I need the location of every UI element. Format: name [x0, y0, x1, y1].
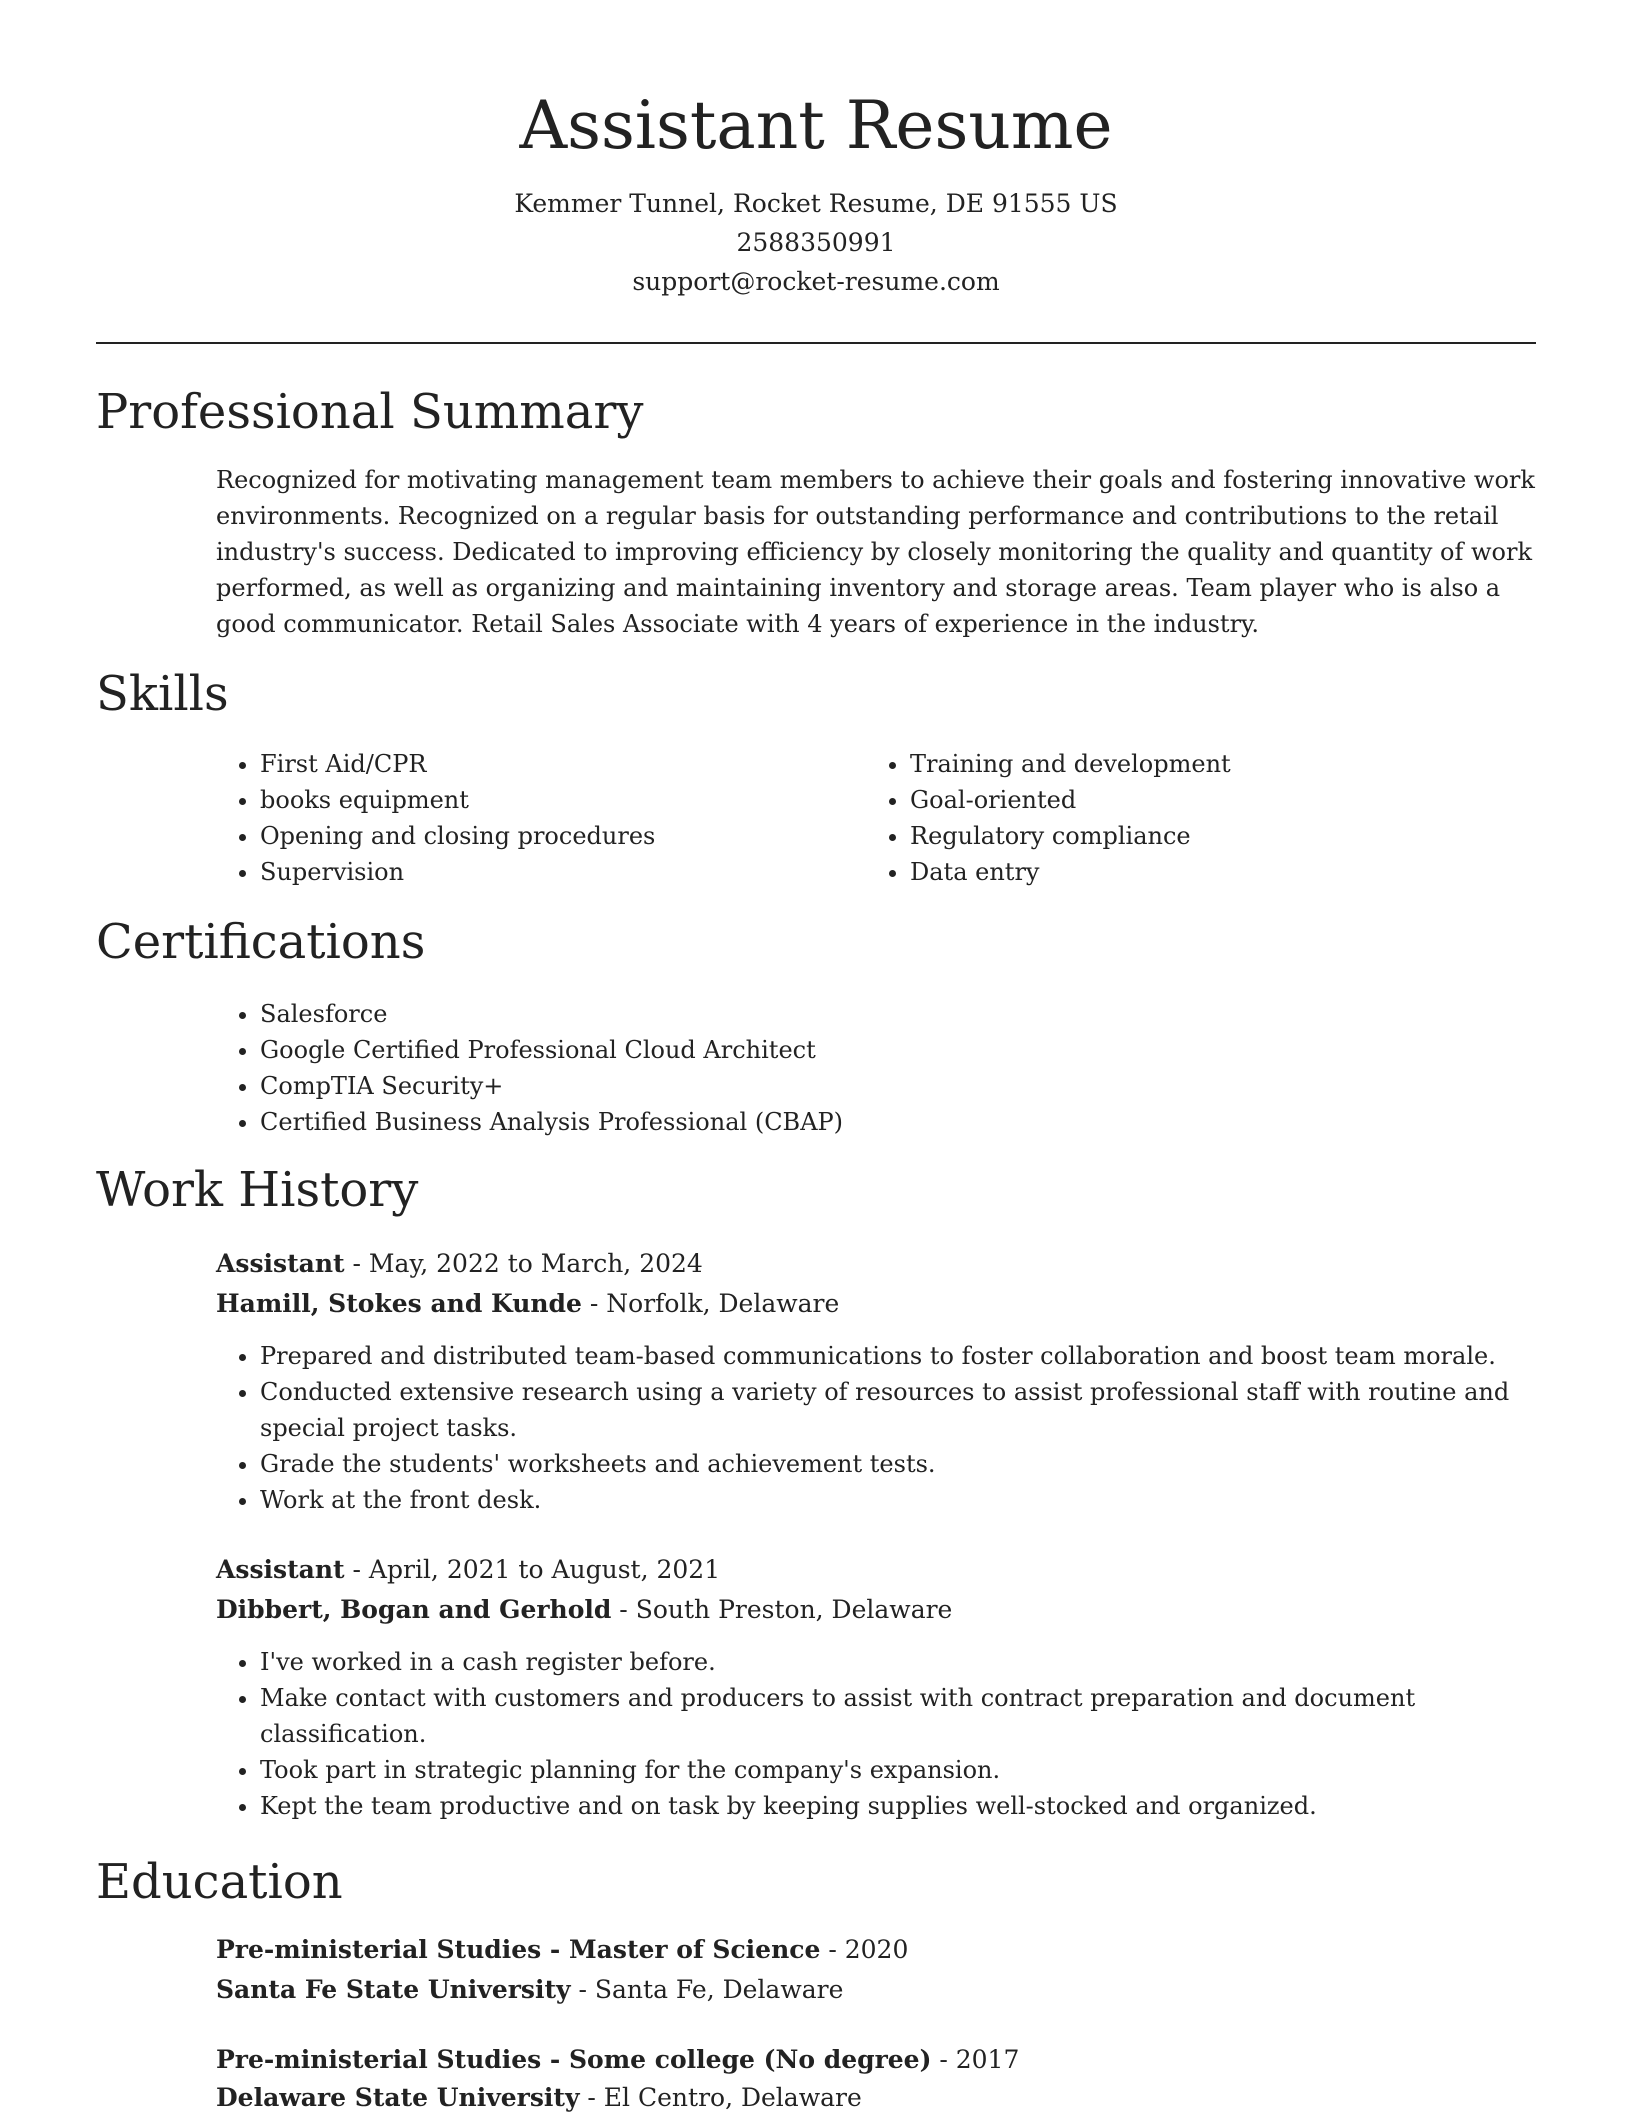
phone-text: 2588350991	[736, 228, 896, 257]
skills-list-right	[866, 746, 1550, 890]
skill-item: • Regulatory compliance	[910, 818, 1550, 854]
education-year: - 2020	[820, 1935, 909, 1964]
work-history-heading: Work History	[96, 1162, 419, 1218]
job-bullet: • Took part in strategic planning for the company's expansion.	[260, 1752, 1580, 1788]
certifications-list	[216, 996, 1360, 1140]
email-text: support@rocket-resume.com	[632, 267, 1000, 296]
job-location: - South Preston, Delaware	[611, 1595, 953, 1624]
education-degree: Pre-ministerial Studies - Master of Science	[216, 1935, 821, 1964]
summary-text: Recognized for motivating management team members to achieve their goals and fostering innovative work environments. Recognized on a regular basis for outstanding performance and contributions to the retail industry's success. Dedicated to improving efficiency by closely monitoring the quality and quantity of work performed, as well as organizing and maintaining inventory and storage areas. Team player who is also a good communicator. Retail Sales Associate with 4 years of experience in the industry.	[216, 466, 1535, 638]
resume-header	[0, 82, 1632, 301]
job-location: - Norfolk, Delaware	[581, 1289, 840, 1318]
job-bullet: • Prepared and distributed team-based communications to foster collaboration and boost team morale.	[260, 1338, 1580, 1374]
job-bullets	[216, 1644, 1580, 1824]
skill-item: • Training and development	[910, 746, 1550, 782]
job-bullet: • Kept the team productive and on task by keeping supplies well-stocked and organized.	[260, 1788, 1580, 1824]
job-company: Hamill, Stokes and Kunde	[216, 1289, 582, 1318]
certification-item: • CompTIA Security+	[260, 1068, 1360, 1104]
job-company-line	[216, 1590, 952, 1630]
education-school: Delaware State University	[216, 2083, 580, 2112]
education-school: Santa Fe State University	[216, 1975, 571, 2004]
education-degree-line	[216, 2040, 1019, 2080]
job-bullet: • Work at the front desk.	[260, 1482, 1580, 1518]
job-title-line	[216, 1244, 703, 1284]
job-title: Assistant	[216, 1555, 345, 1584]
job-bullet: • Conducted extensive research using a variety of resources to assist professional staff with routine and special project tasks.	[260, 1374, 1580, 1446]
education-school-line	[216, 1970, 843, 2010]
job-bullet: • I've worked in a cash register before.	[260, 1644, 1580, 1680]
job-dates: - April, 2021 to August, 2021	[344, 1555, 721, 1584]
job-dates: - May, 2022 to March, 2024	[344, 1249, 703, 1278]
header-divider	[96, 342, 1536, 344]
resume-name: Assistant Resume	[519, 87, 1113, 164]
certification-item: • Salesforce	[260, 996, 1360, 1032]
education-heading: Education	[96, 1854, 343, 1910]
skill-item: • Data entry	[910, 854, 1550, 890]
education-location: - Santa Fe, Delaware	[570, 1975, 844, 2004]
skills-list-left	[216, 746, 900, 890]
certification-item: • Certified Business Analysis Professional (CBAP)	[260, 1104, 1360, 1140]
education-degree-line	[216, 1930, 908, 1970]
job-bullets	[216, 1338, 1580, 1518]
skill-item: • Supervision	[260, 854, 900, 890]
job-bullet: • Grade the students' worksheets and achievement tests.	[260, 1446, 1580, 1482]
certification-item: • Google Certified Professional Cloud Architect	[260, 1032, 1360, 1068]
skill-item: • books equipment	[260, 782, 900, 818]
job-company-line	[216, 1284, 839, 1324]
skill-item: • Goal-oriented	[910, 782, 1550, 818]
education-school-line	[216, 2078, 862, 2118]
skill-item: • First Aid/CPR	[260, 746, 900, 782]
job-bullet: • Make contact with customers and producers to assist with contract preparation and document classification.	[260, 1680, 1580, 1752]
skills-heading: Skills	[96, 666, 229, 722]
skill-item: • Opening and closing procedures	[260, 818, 900, 854]
education-year: - 2017	[931, 2045, 1020, 2074]
job-title: Assistant	[216, 1249, 345, 1278]
address-text: Kemmer Tunnel, Rocket Resume, DE 91555 US	[514, 189, 1118, 218]
education-degree: Pre-ministerial Studies - Some college (No degree)	[216, 2045, 932, 2074]
job-company: Dibbert, Bogan and Gerhold	[216, 1595, 612, 1624]
job-title-line	[216, 1550, 720, 1590]
certifications-heading: Certifications	[96, 914, 426, 970]
summary-heading: Professional Summary	[96, 384, 644, 440]
contact-block	[0, 184, 1632, 301]
education-location: - El Centro, Delaware	[579, 2083, 862, 2112]
